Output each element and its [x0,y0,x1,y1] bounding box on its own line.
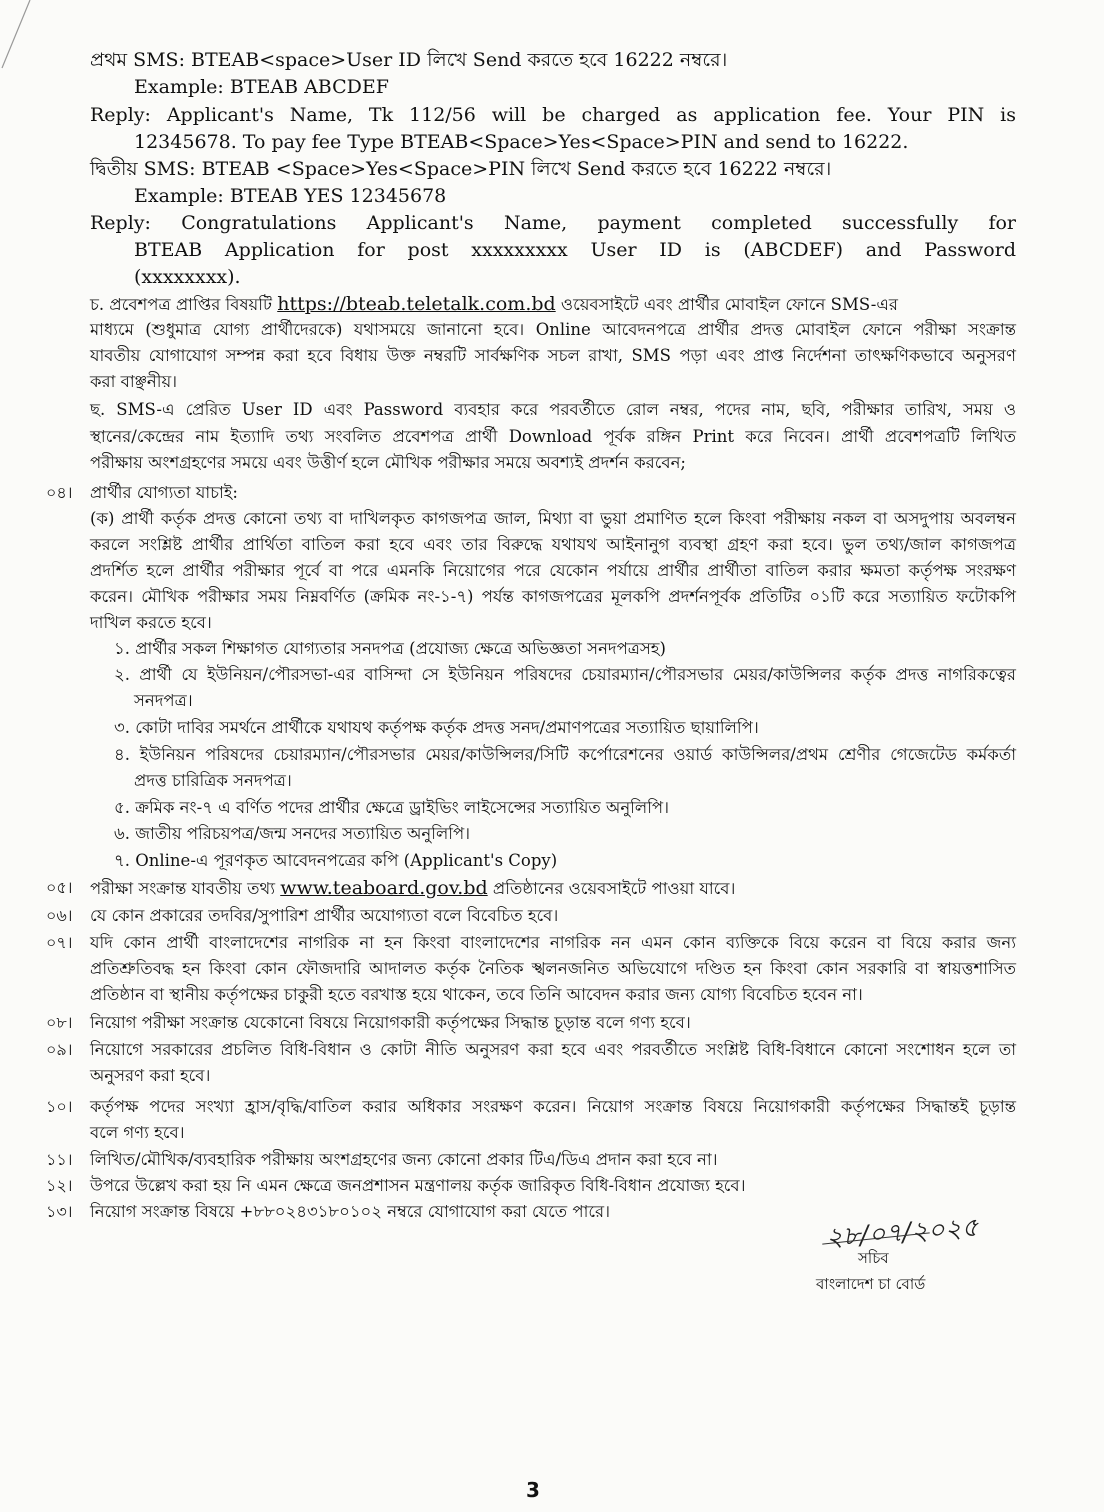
sms-reply-2a: Reply: Congratulations Applicant's Name, payment completed successfully for [90,212,1016,234]
cha-line-1 [90,292,898,317]
cha-line-2: মাধ্যমে (শুধুমাত্র যোগ্য প্রার্থীদেরকে) যথাসময়ে জানানো হবে। Online আবেদনপত্রে প্রার্থীর প্রদত্ত মোবাইল ফোনে পরীক্ষা সংক্রান্ত [90,320,1016,339]
section-number-13: ১৩। [46,1202,73,1221]
sms-reply-1b: 12345678. To pay fee Type BTEAB<Space>Yes<Space>PIN and send to 16222. [134,131,909,153]
doc-item-1: ১. প্রার্থীর সকল শিক্ষাগত যোগ্যতার সনদপত্র (প্রযোজ্য ক্ষেত্রে অভিজ্ঞতা সনদপত্রসহ) [114,639,666,658]
sms-example-2: Example: BTEAB YES 12345678 [134,185,447,207]
section-09-line-2: অনুসরণ করা হবে। [90,1066,211,1085]
chha-line-2: স্থানের/কেন্দ্রের নাম ইত্যাদি তথ্য সংবলিত প্রবেশপত্র প্রার্থী Download পূর্বক রঙ্গিন Print করে নিবেন। প্রার্থী প্রবেশপত্রটি লিখিত [90,427,1016,446]
sms-example-1: Example: BTEAB ABCDEF [134,76,389,98]
section-number-10: ১০। [46,1097,73,1116]
section-09-line-1: নিয়োগে সরকারের প্রচলিত বিধি-বিধান ও কোটা নীতি অনুসরণ করা হবে এবং পরবর্তীতে সংশ্লিষ্ট বিধি-বিধানে কোনো সংশোধন হলে তা [90,1040,1016,1059]
signatory-title: সচিব [858,1249,889,1267]
doc-item-6: ৬. জাতীয় পরিচয়পত্র/জন্ম সনদের সত্যায়িত অনুলিপি। [114,824,471,843]
section-04-ka-5: দাখিল করতে হবে। [90,613,212,632]
doc-item-5: ৫. ক্রমিক নং-৭ এ বর্ণিত পদের প্রার্থীর ক্ষেত্রে ড্রাইভিং লাইসেন্সের সত্যায়িত অনুলিপি। [114,798,670,817]
section-10-line-1: কর্তৃপক্ষ পদের সংখ্যা হ্রাস/বৃদ্ধি/বাতিল করার অধিকার সংরক্ষণ করেন। নিয়োগ সংক্রান্ত বিষয়ে নিয়োগকারী কর্তৃপক্ষের সিদ্ধান্তই চূড়ান্ত [90,1097,1016,1116]
section-number-06: ০৬। [46,906,73,925]
doc-item-4a: ৪. ইউনিয়ন পরিষদের চেয়ারম্যান/পৌরসভার মেয়র/কাউন্সিলর/সিটি কর্পোরেশনের ওয়ার্ড কাউন্সিলর/প্রথম শ্রেণীর গেজেটেড কর্মকর্তা [114,745,1016,764]
doc-item-3: ৩. কোটা দাবির সমর্থনে প্রার্থীকে যথাযথ কর্তৃপক্ষ কর্তৃক প্রদত্ত সনদ/প্রমাণপত্রের সত্যায়িত ছায়ালিপি। [114,718,759,737]
section-05-text [90,876,735,901]
doc-item-7: ৭. Online-এ পূরণকৃত আবেদনপত্রের কপি (Applicant's Copy) [114,851,558,870]
section-07-line-1: যদি কোন প্রার্থী বাংলাদেশের নাগরিক না হন কিংবা বাংলাদেশের নাগরিক নন এমন কোন ব্যক্তিকে বিয়ে করেন বা বিয়ে করার জন্য [90,933,1016,952]
section-06-text: যে কোন প্রকারের তদবির/সুপারিশ প্রার্থীর অযোগ্যতা বলে বিবেচিত হবে। [90,906,559,925]
page-number: 3 [526,1478,540,1502]
section-08-text: নিয়োগ পরীক্ষা সংক্রান্ত যেকোনো বিষয়ে নিয়োগকারী কর্তৃপক্ষের সিদ্ধান্ত চূড়ান্ত বলে গণ্য হবে। [90,1013,691,1032]
section-12-text: উপরে উল্লেখ করা হয় নি এমন ক্ষেত্রে জনপ্রশাসন মন্ত্রণালয় কর্তৃক জারিকৃত বিধি-বিধান প্রযোজ্য হবে। [90,1176,746,1195]
section-05-text-b: প্রতিষ্ঠানের ওয়েবসাইটে পাওয়া যাবে। [487,879,736,898]
cha-line-4: করা বাঞ্ছনীয়। [90,372,178,391]
section-number-05: ০৫। [46,878,73,897]
signatory-org: বাংলাদেশ চা বোর্ড [816,1275,926,1293]
sms-reply-2b: BTEAB Application for post xxxxxxxxx User ID is (ABCDEF) and Password [134,239,1016,261]
doc-item-2a: ২. প্রার্থী যে ইউনিয়ন/পৌরসভা-এর বাসিন্দা সে ইউনিয়ন পরিষদের চেয়ারম্যান/পৌরসভার মেয়র/কাউন্সিলর কর্তৃক প্রদত্ত নাগরিকত্বের [114,665,1016,684]
section-04-ka-2: করলে সংশ্লিষ্ট প্রার্থীর প্রার্থিতা বাতিল করা হবে এবং তার বিরুদ্ধে যথাযথ আইনানুগ ব্যবস্থা গ্রহণ করা হবে। ভুল তথ্য/জাল কাগজপত্র [90,535,1016,554]
section-11-text: লিখিত/মৌখিক/ব্যবহারিক পরীক্ষায় অংশগ্রহণের জন্য কোনো প্রকার টিএ/ডিএ প্রদান করা হবে না। [90,1150,718,1169]
section-10-line-2: বলে গণ্য হবে। [90,1123,185,1142]
scan-edge-mark [0,0,60,70]
section-number-09: ০৯। [46,1040,73,1059]
doc-item-4b: প্রদত্ত চারিত্রিক সনদপত্র। [134,771,292,790]
section-number-12: ১২। [46,1176,73,1195]
cha-line-3: যাবতীয় যোগাযোগ সম্পন্ন করা হবে বিধায় উক্ত নম্বরটি সার্বক্ষণিক সচল রাখা, SMS পড়া এবং প্রাপ্ত নির্দেশনা তাৎক্ষণিকভাবে অনুসরণ [90,346,1016,365]
sms-first-line: প্রথম SMS: BTEAB<space>User ID লিখে Send করতে হবে 16222 নম্বরে। [90,49,728,71]
section-number-04: ০৪। [46,483,73,502]
section-number-08: ০৮। [46,1013,73,1032]
sms-reply-1a: Reply: Applicant's Name, Tk 112/56 will be charged as application fee. Your PIN is [90,104,1016,126]
section-number-11: ১১। [46,1150,73,1169]
chha-line-3: পরীক্ষায় অংশগ্রহণের সময়ে এবং উত্তীর্ণ হলে মৌখিক পরীক্ষার সময়ে অবশ্যই প্রদর্শন করবেন; [90,453,686,472]
section-13-text: নিয়োগ সংক্রান্ত বিষয়ে +৮৮০২৪৩১৮০১০২ নম্বরে যোগাযোগ করা যেতে পারে। [90,1202,611,1221]
section-04-ka-1: (ক) প্রার্থী কর্তৃক প্রদত্ত কোনো তথ্য বা দাখিলকৃত কাগজপত্র জাল, মিথ্যা বা ভুয়া প্রমাণিত হলে কিংবা পরীক্ষায় নকল বা অসদুপায় অবলম্বন [90,509,1016,528]
handwritten-signature-date: ২৮/০৭/২০২৫ [825,1212,980,1254]
section-04-title: প্রার্থীর যোগ্যতা যাচাই: [90,483,238,502]
chha-line-1: ছ. SMS-এ প্রেরিত User ID এবং Password ব্যবহার করে পরবর্তীতে রোল নম্বর, পদের নাম, ছবি, পরীক্ষার তারিখ, সময় ও [90,400,1016,419]
cha-text-b: ওয়েবসাইটে এবং প্রার্থীর মোবাইল ফোনে SMS-এর [555,295,898,314]
section-07-line-3: প্রতিষ্ঠান বা স্থানীয় কর্তৃপক্ষের চাকুরী হতে বরখাস্ত হয়ে থাকেন, তবে তিনি আবেদন করার জন্য যোগ্য বিবেচিত হবেন না। [90,985,863,1004]
doc-item-2b: সনদপত্র। [134,691,193,710]
section-05-text-a: পরীক্ষা সংক্রান্ত যাবতীয় তথ্য [90,879,281,898]
sms-second-line: দ্বিতীয় SMS: BTEAB <Space>Yes<Space>PIN লিখে Send করতে হবে 16222 নম্বরে। [90,158,832,180]
cha-text-a: চ. প্রবেশপত্র প্রাপ্তির বিষয়টি [90,295,278,314]
section-04-ka-4: করেন। মৌখিক পরীক্ষার সময় নিম্নবর্ণিত (ক্রমিক নং-১-৭) পর্যন্ত কাগজপত্রের মূলকপি প্রদর্শনপূর্বক প্রতিটির ০১টি করে সত্যায়িত ফটোকপি [90,587,1016,606]
section-number-07: ০৭। [46,933,73,952]
teaboard-link[interactable]: www.teaboard.gov.bd [280,877,488,899]
section-04-ka-3: প্রদর্শিত হলে প্রার্থীর পরীক্ষার পূর্বে বা পরে এমনকি নিয়োগের পরে যেকোন পর্যায়ে প্রার্থীর প্রার্থীতা বাতিল করার ক্ষমতা কর্তৃপক্ষ সংরক্ষণ [90,561,1016,580]
sms-reply-2c: (xxxxxxxx). [134,266,241,288]
bteab-teletalk-link[interactable]: https://bteab.teletalk.com.bd [277,293,556,315]
section-07-line-2: প্রতিশ্রুতিবদ্ধ হন কিংবা কোন ফৌজদারি আদালত কর্তৃক নৈতিক স্খলনজনিত অভিযোগে দণ্ডিত হন কিংবা কোন সরকারি বা স্বায়ত্তশাসিত [90,959,1016,978]
